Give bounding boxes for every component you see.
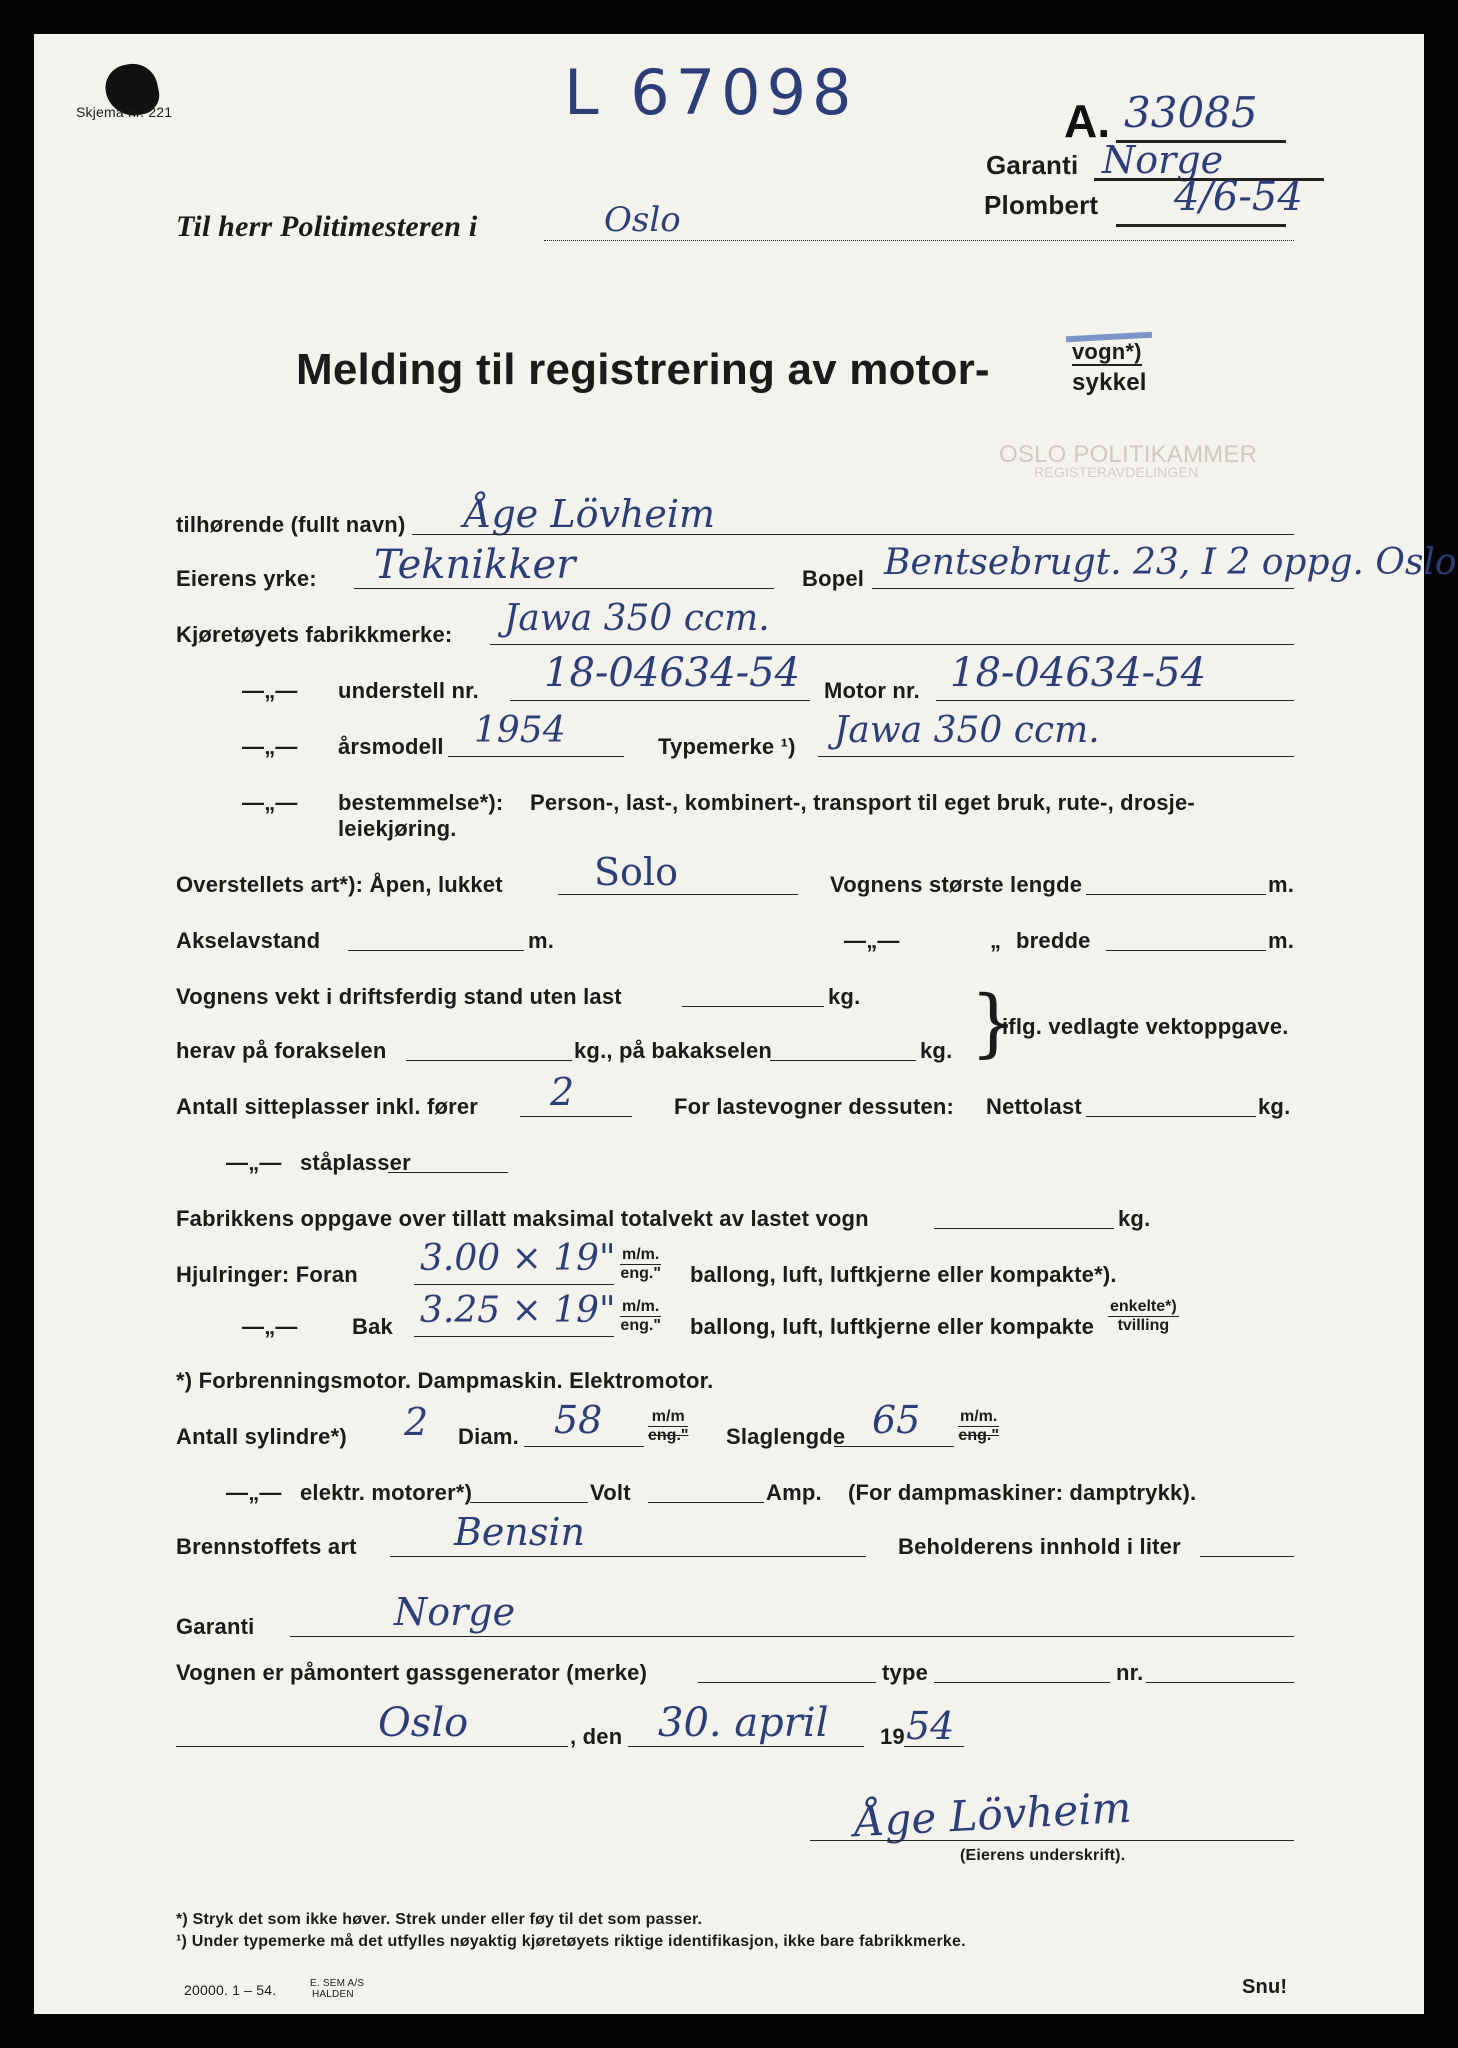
signoff-place: Oslo xyxy=(378,1700,469,1746)
weight-unit: kg. xyxy=(828,984,861,1009)
cargo-net-label: Nettolast xyxy=(986,1094,1082,1119)
residence-line xyxy=(872,588,1294,589)
max-total-label: Fabrikkens oppgave over tillatt maksimal totalvekt av lastet vogn xyxy=(176,1206,869,1231)
chassis-line xyxy=(510,700,810,701)
standing-label: ståplasser xyxy=(300,1150,411,1175)
case-number: L 67098 xyxy=(564,56,858,129)
type-mark-label: Typemerke ¹) xyxy=(658,734,796,759)
standing-line xyxy=(388,1172,508,1173)
addressee-value: Oslo xyxy=(604,200,681,240)
chassis-value: 18-04634-54 xyxy=(544,650,801,696)
fuel-line xyxy=(390,1556,866,1557)
occupation-label: Eierens yrke: xyxy=(176,566,317,591)
model-year-prefix: —„— xyxy=(242,734,298,759)
stamp-line1: OSLO POLITIKAMMER xyxy=(999,441,1258,468)
signoff-place-line xyxy=(176,1746,568,1747)
signature-line xyxy=(810,1840,1294,1841)
gas-gen-line xyxy=(698,1682,876,1683)
tires-rear-unit: m/m. eng." xyxy=(620,1298,661,1334)
stroke-unit: m/m. eng." xyxy=(958,1408,999,1444)
width-unit: m. xyxy=(1268,928,1295,953)
printer-bottom: HALDEN xyxy=(312,1989,354,2000)
cylinders-value: 2 xyxy=(404,1400,429,1444)
max-length-line xyxy=(1086,894,1266,895)
cylinders-label: Antall sylindre*) xyxy=(176,1424,347,1449)
body-type-label: Overstellets art*): Åpen, lukket xyxy=(176,872,503,897)
electric-prefix: —„— xyxy=(226,1480,282,1505)
addressee-line xyxy=(544,240,1294,241)
tires-rear-prefix: —„— xyxy=(242,1314,298,1339)
tires-rear-option: enkelte*) tvilling xyxy=(1110,1298,1177,1334)
gas-gen-nr: nr. xyxy=(1116,1660,1144,1685)
rear-axle-line xyxy=(770,1060,916,1061)
addressee-label: Til herr Politimesteren i xyxy=(176,210,478,243)
signoff-year-suffix: 54 xyxy=(906,1704,955,1748)
seats-value: 2 xyxy=(550,1070,575,1114)
plombert-label: Plombert xyxy=(984,190,1099,220)
volt-label: Volt xyxy=(590,1480,631,1505)
signoff-den: , den xyxy=(570,1724,623,1749)
diam-label: Diam. xyxy=(458,1424,519,1449)
type-mark-line xyxy=(818,756,1294,757)
residence-label: Bopel xyxy=(802,566,865,591)
engine-type: *) Forbrenningsmotor. Dampmaskin. Elektromotor. xyxy=(176,1368,714,1393)
printer-top: E. SEM A/S xyxy=(310,1978,365,1989)
guarantee-label: Garanti xyxy=(176,1614,255,1639)
purpose-text: Person-, last-, kombinert-, transport til eget bruk, rute-, drosje- xyxy=(530,790,1195,815)
tires-front-line xyxy=(414,1284,614,1285)
footnote-one: ¹) Under typemerke må det utfylles nøyaktig kjøretøyets riktige identifikasjon, ikke bare fabrikkmerke. xyxy=(176,1933,966,1950)
model-year-line xyxy=(448,756,624,757)
gas-gen-nr-line xyxy=(1146,1682,1294,1683)
tires-rear-line xyxy=(414,1336,614,1337)
gas-gen-type: type xyxy=(882,1660,929,1685)
owner-value: Åge Lövheim xyxy=(464,492,716,536)
body-type-line xyxy=(558,894,798,895)
type-mark-value: Jawa 350 ccm. xyxy=(834,710,1100,751)
stroke-line xyxy=(834,1446,954,1447)
max-total-line xyxy=(934,1228,1114,1229)
tires-front-value: 3.00 × 19" xyxy=(420,1238,616,1279)
signoff-year-line xyxy=(904,1746,964,1747)
garanti-label: Garanti xyxy=(986,150,1079,180)
guarantee-line xyxy=(290,1636,1294,1637)
diam-unit: m/m eng." xyxy=(648,1408,689,1444)
seats-line xyxy=(520,1116,632,1117)
weight-note: iflg. vedlagte vektoppgave. xyxy=(1002,1014,1289,1039)
owner-line xyxy=(412,534,1294,535)
motor-value: 18-04634-54 xyxy=(950,650,1207,696)
tires-rear-label: Bak xyxy=(352,1314,393,1339)
steam-label: (For dampmaskiner: damptrykk). xyxy=(848,1480,1197,1505)
print-info: 20000. 1 – 54. xyxy=(184,1982,277,1998)
registration-form xyxy=(34,34,1457,2014)
wheelbase-label: Akselavstand xyxy=(176,928,321,953)
residence-value: Bentsebrugt. 23, I 2 oppg. Oslo xyxy=(884,542,1457,583)
title-option-bottom: sykkel xyxy=(1072,369,1147,396)
turn-note: Snu! xyxy=(1242,1976,1288,1998)
amp-label: Amp. xyxy=(766,1480,822,1505)
make-label: Kjøretøyets fabrikkmerke: xyxy=(176,622,453,647)
guarantee-value: Norge xyxy=(394,1590,516,1634)
motor-label: Motor nr. xyxy=(824,678,920,703)
weight-brace: } xyxy=(970,980,1018,1066)
plombert-value: 4/6-54 xyxy=(1174,174,1303,220)
gas-gen-label: Vognen er påmontert gassgenerator (merke) xyxy=(176,1660,648,1685)
tank-label: Beholderens innhold i liter xyxy=(898,1534,1181,1559)
a-number: 33085 xyxy=(1124,88,1258,137)
stroke-value: 65 xyxy=(872,1398,921,1442)
signoff-year-prefix: 19 xyxy=(880,1724,905,1749)
electric-label: elektr. motorer*) xyxy=(300,1480,473,1505)
cargo-net-line xyxy=(1086,1116,1256,1117)
purpose-label: bestemmelse*): xyxy=(338,790,504,815)
max-total-unit: kg. xyxy=(1118,1206,1151,1231)
fuel-label: Brennstoffets art xyxy=(176,1534,357,1559)
tires-rear-text: ballong, luft, luftkjerne eller kompakte xyxy=(690,1314,1095,1339)
stamp-line2: REGISTERAVDELINGEN xyxy=(1034,464,1199,480)
owner-label: tilhørende (fullt navn) xyxy=(176,512,406,537)
diam-value: 58 xyxy=(554,1398,603,1442)
seats-label: Antall sitteplasser inkl. fører xyxy=(176,1094,479,1119)
body-type-value: Solo xyxy=(594,850,678,894)
volt-line xyxy=(470,1502,588,1503)
rear-axle-unit: kg. xyxy=(920,1038,953,1063)
max-length-unit: m. xyxy=(1268,872,1295,897)
width-mark: „ xyxy=(990,928,1002,953)
plombert-line xyxy=(1116,224,1286,227)
title-option-top: vogn*) xyxy=(1072,339,1142,364)
max-length-label: Vognens største lengde xyxy=(830,872,1083,897)
diam-line xyxy=(524,1446,644,1447)
form-title: Melding til registrering av motor- xyxy=(296,345,990,394)
signoff-date-line xyxy=(628,1746,864,1747)
front-axle-line xyxy=(406,1060,572,1061)
occupation-line xyxy=(354,588,774,589)
stroke-label: Slaglengde xyxy=(726,1424,846,1449)
form-number: Skjema nr. 221 xyxy=(76,104,173,120)
make-value: Jawa 350 ccm. xyxy=(504,598,770,639)
front-axle-unit: kg., på bakakselen xyxy=(574,1038,773,1063)
signature: Åge Lövheim xyxy=(852,1782,1133,1847)
tires-front-unit: m/m. eng." xyxy=(620,1246,661,1282)
chassis-label: understell nr. xyxy=(338,678,479,703)
signoff-date: 30. april xyxy=(658,1700,829,1746)
weight-line xyxy=(682,1006,824,1007)
cargo-unit: kg. xyxy=(1258,1094,1291,1119)
model-year-label: årsmodell xyxy=(338,734,444,759)
occupation-value: Teknikker xyxy=(374,542,576,588)
gas-gen-type-line xyxy=(934,1682,1110,1683)
cargo-label: For lastevogner dessuten: xyxy=(674,1094,955,1119)
tires-front-text: ballong, luft, luftkjerne eller kompakte*). xyxy=(690,1262,1117,1287)
width-prefix: —„— xyxy=(844,928,900,953)
standing-prefix: —„— xyxy=(226,1150,282,1175)
wheelbase-unit: m. xyxy=(528,928,555,953)
tires-rear-value: 3.25 × 19" xyxy=(420,1290,616,1331)
model-year-value: 1954 xyxy=(474,710,566,751)
garanti-value: Norge xyxy=(1102,138,1224,182)
a-prefix: A. xyxy=(1064,95,1111,147)
footnote-star: *) Stryk det som ikke høver. Strek under eller føy til det som passer. xyxy=(176,1911,703,1928)
purpose-prefix: —„— xyxy=(242,790,298,815)
amp-line xyxy=(648,1502,764,1503)
tank-line xyxy=(1200,1556,1294,1557)
front-axle-label: herav på forakselen xyxy=(176,1038,387,1063)
tires-front-label: Hjulringer: Foran xyxy=(176,1262,358,1287)
fuel-value: Bensin xyxy=(454,1510,586,1554)
width-line xyxy=(1106,950,1266,951)
motor-line xyxy=(936,700,1294,701)
width-label: bredde xyxy=(1016,928,1091,953)
wheelbase-line xyxy=(348,950,524,951)
chassis-prefix: —„— xyxy=(242,678,298,703)
signature-label: (Eierens underskrift). xyxy=(960,1847,1126,1864)
weight-label: Vognens vekt i driftsferdig stand uten last xyxy=(176,984,622,1009)
purpose-text2: leiekjøring. xyxy=(338,816,457,841)
make-line xyxy=(490,644,1294,645)
